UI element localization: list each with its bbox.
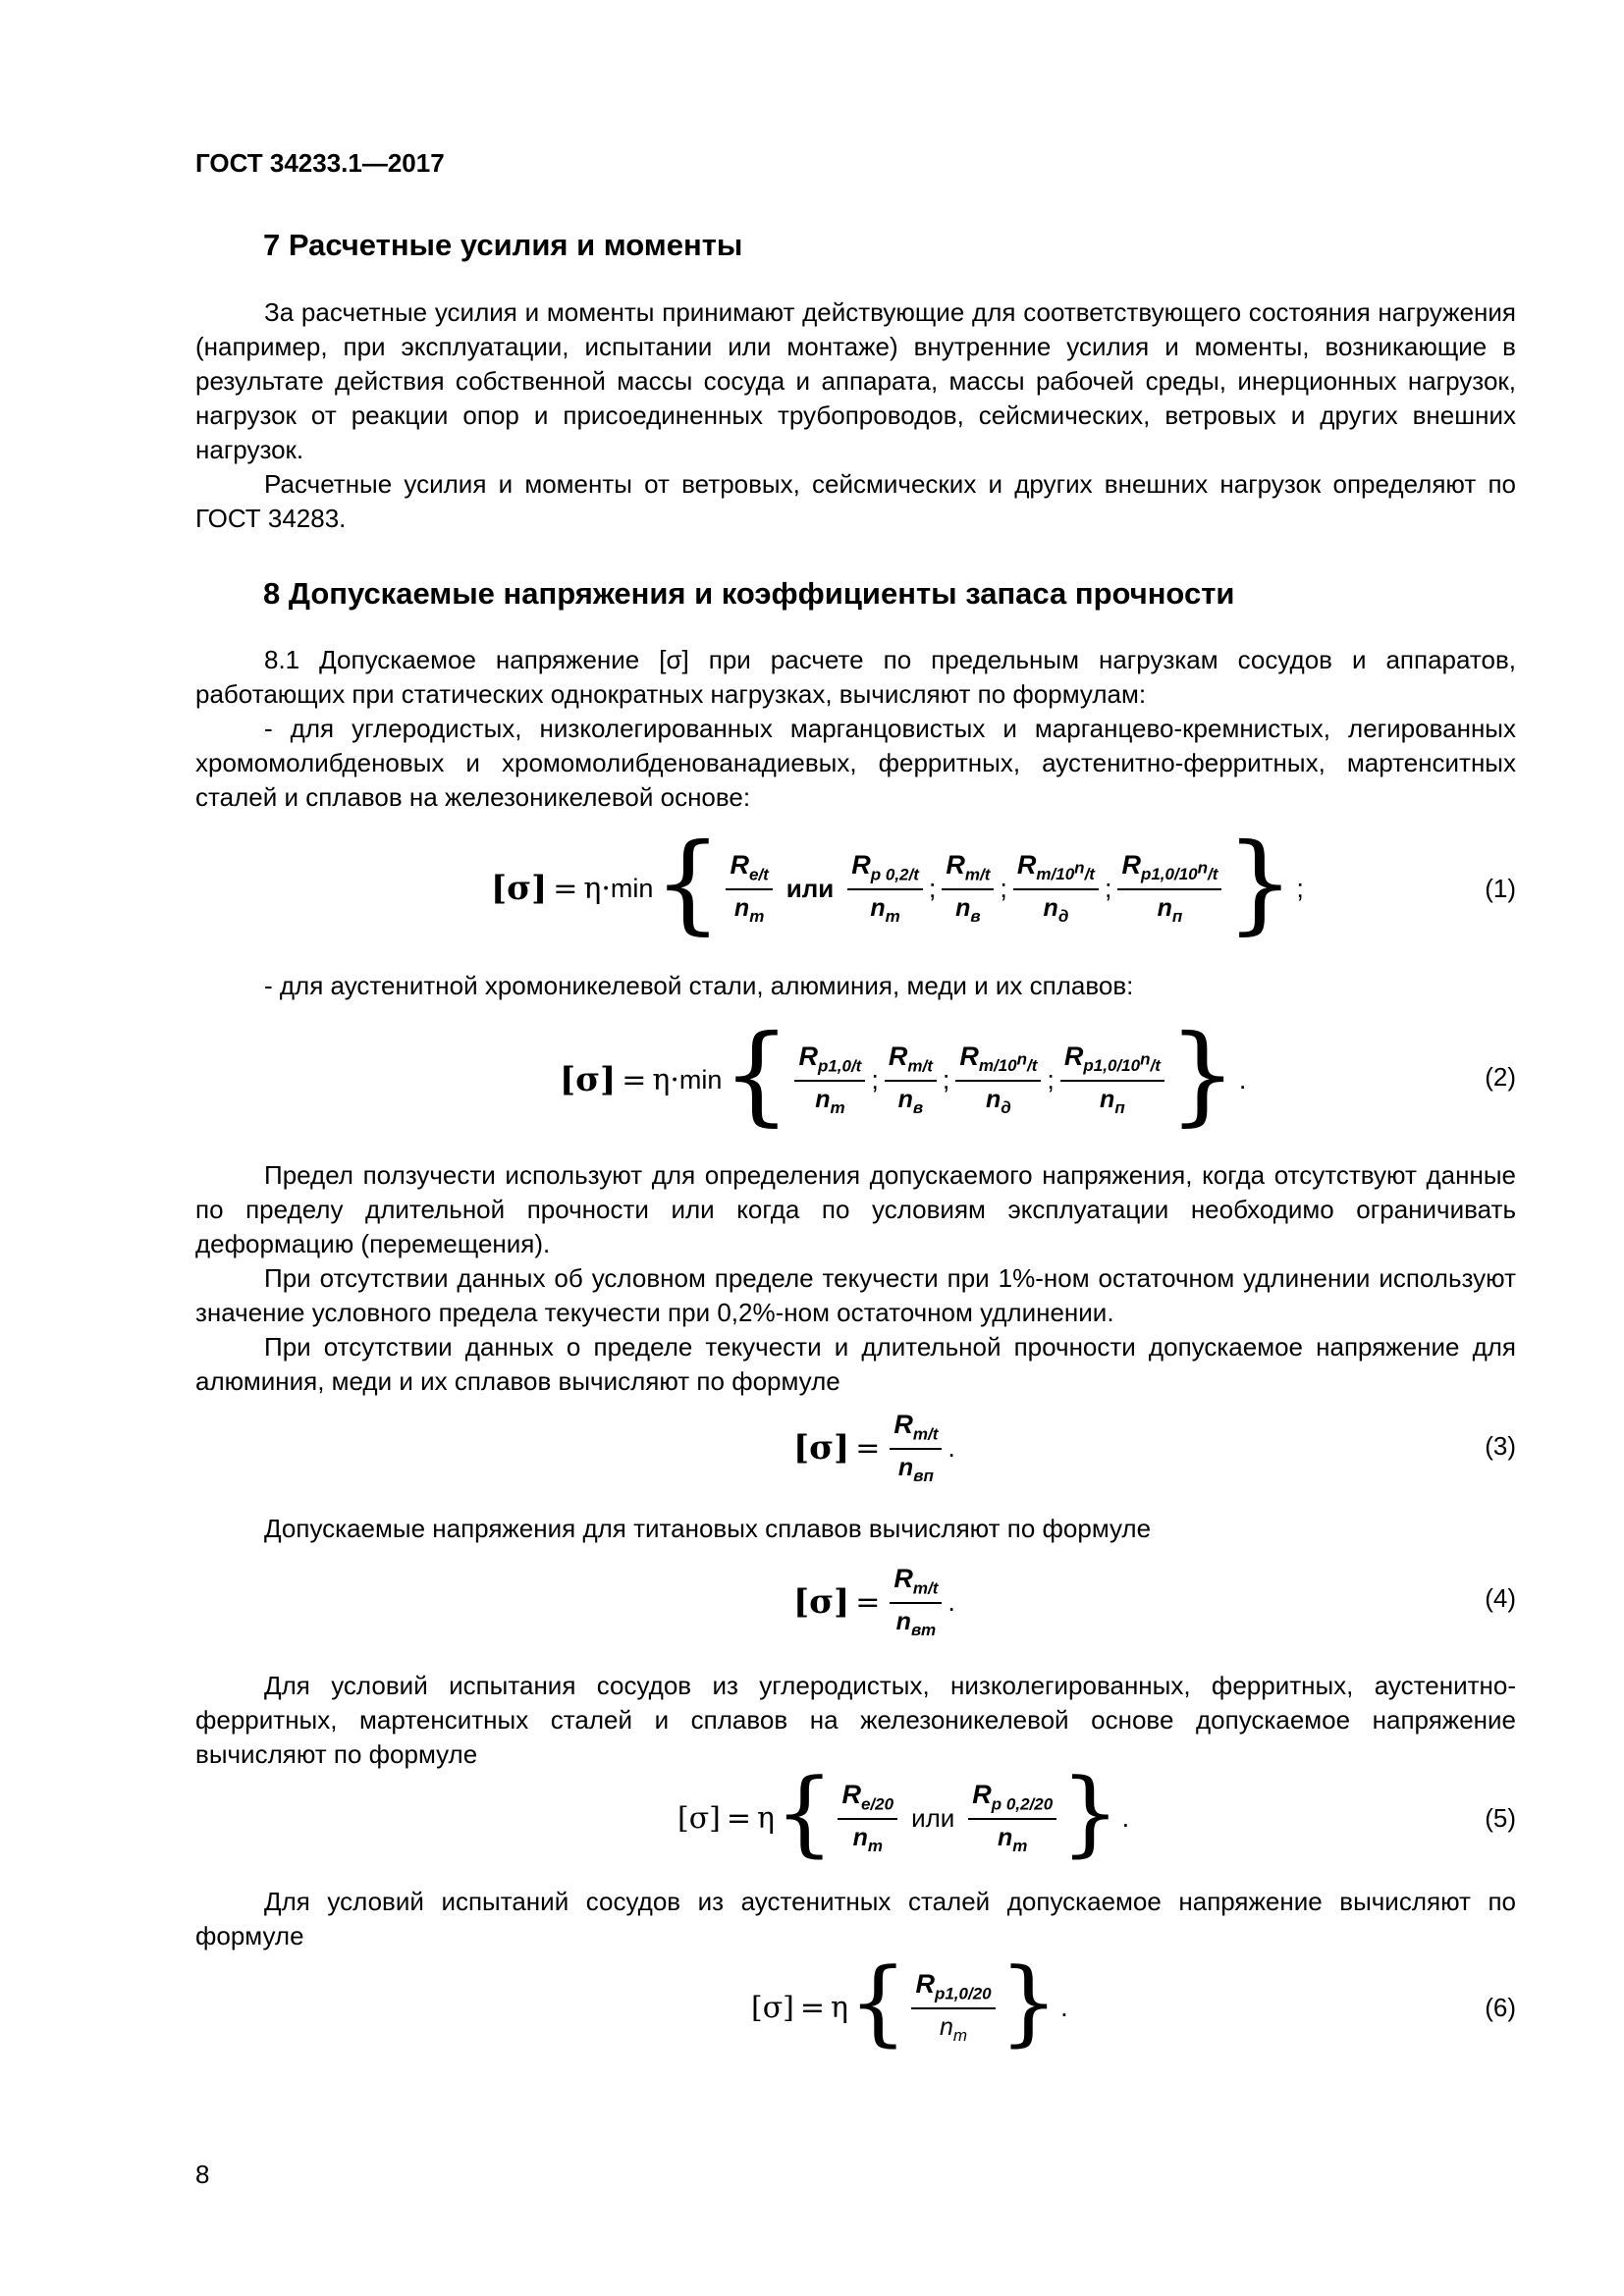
equation-number: (6)	[1485, 1993, 1516, 2022]
dot-operator: ·	[601, 871, 611, 906]
left-brace: {	[653, 820, 723, 945]
fraction: $\frac{R_{m/t}}{n_в}$	[942, 850, 994, 927]
paragraph: При отсутствии данных об условном пределе текучести при 1%-ном остаточном удлинении используют значение условного предела текучести при 0,2%-ном остаточном удлинении.	[195, 1263, 1516, 1327]
equation-number: (2)	[1485, 1062, 1516, 1092]
fraction: $\frac{R_{e/20}}{n_т}$	[838, 1780, 897, 1856]
section-7-title: 7 Расчетные усилия и моменты	[263, 228, 743, 262]
min-operator: min	[610, 873, 654, 903]
fraction: $\frac{R_{e/t}}{n_т}$	[726, 850, 772, 927]
fraction: $\frac{R_{m/10^n/t}}{n_д}$	[1013, 850, 1099, 927]
right-brace: }	[1167, 1011, 1237, 1137]
fraction: $\frac{R_{p1,0/10^n/t}}{n_п}$	[1117, 850, 1221, 927]
formula-2: [σ] = η · min { $\frac{R_{p1,0/t}}{n_т}$ ; $\frac{R_{m/t}}{n_в}$ ; $\frac{R_{m/10^n/t}}{n_д}$ ; $\frac{R_{p1,0/10^n/t}}{n_п}$ } .	[560, 1011, 1247, 1137]
section-8-title: 8 Допускаемые напряжения и коэффициенты запаса прочности	[263, 576, 1235, 611]
right-brace: }	[1225, 820, 1295, 945]
equation-number: (5)	[1485, 1803, 1516, 1833]
formula-3: [σ] = $\frac{R_{m/t}}{n_{вп}}$ .	[793, 1409, 955, 1486]
paragraph: - для углеродистых, низколегированных марганцовистых и марганцево-кремнистых, легированных хромомолибденовых и хромомолибденованадиевых, ферритных, аустенитно-ферритных, мартенситных сталей и сплавов на железоникелевой основе:	[195, 714, 1516, 812]
fraction: $\frac{R_{p1,0/t}}{n_т}$	[794, 1041, 865, 1118]
sigma-symbol: [σ]	[491, 869, 548, 908]
paragraph: За расчетные усилия и моменты принимают действующие для соответствующего состояния нагружения (например, при эксплуатации, испытании или монтаже) внутренние усилия и моменты, возникающие в результате действия собственной массы сосуда и аппарата, массы рабочей среды, инерционных нагрузок, нагрузок от реакции опор и присоединенных трубопроводов, сейсмических, ветровых и других внешних нагрузок.	[195, 297, 1516, 464]
formula-4: [σ] = $\frac{R_{m/t}}{n_{вт}}$ .	[793, 1563, 955, 1640]
page-number: 8	[195, 2160, 210, 2189]
fraction: $\frac{R_{p 0,2/t}}{n_т}$	[847, 850, 923, 927]
equation-number: (4)	[1485, 1583, 1516, 1613]
equation-number: (1)	[1485, 874, 1516, 903]
section-8-austenitic	[195, 969, 1516, 1003]
paragraph: Предел ползучести используют для определения допускаемого напряжения, когда отсутствуют данные по пределу длительной прочности или когда по условиям эксплуатации необходимо ограничивать деформацию (перемещения).	[195, 1160, 1516, 1258]
paragraph: Для условий испытания сосудов из углеродистых, низколегированных, ферритных, аустенитно-ферритных, мартенситных сталей и сплавов на железоникелевой основе допускаемое напряжение вычисляют по формуле	[195, 1671, 1516, 1769]
section-8-test-conditions	[195, 1669, 1516, 1772]
formula-6: [σ] = η { $\frac{R_{p1,0/20}}{n_т}$ } .	[751, 1948, 1068, 2056]
fraction: $\frac{R_{m/t}}{n_{вп}}$	[890, 1410, 942, 1486]
section-8-body	[195, 1158, 1516, 1399]
paragraph: Допускаемые напряжения для титановых сплавов вычисляют по формуле	[264, 1514, 1152, 1543]
paragraph: Для условий испытаний сосудов из аустенитных сталей допускаемое напряжение вычисляют по формуле	[195, 1887, 1516, 1950]
sigma-symbol: [σ]	[560, 1060, 617, 1099]
eta-symbol: η	[583, 871, 602, 906]
fraction: $\frac{R_{p 0,2/20}}{n_т}$	[968, 1780, 1056, 1856]
equals-sign: =	[553, 871, 578, 906]
paragraph: При отсутствии данных о пределе текучести и длительной прочности допускаемое напряжение для алюминия, меди и их сплавов вычисляют по формуле	[195, 1332, 1516, 1396]
formula-1: [σ] = η · min { $\frac{R_{e/t}}{n_т}$ или $\frac{R_{p 0,2/t}}{n_т}$ ; $\frac{R_{m/t}}{n_в}$ ; $\frac{R_{m/10^n/t}}{n_д}$ ; $\frac{R_{p1,0/10^n/t}}{n_п}$ } ;	[491, 820, 1304, 945]
paragraph: Расчетные усилия и моменты от ветровых, сейсмических и других внешних нагрузок определяют по ГОСТ 34283.	[195, 469, 1516, 533]
fraction: $\frac{R_{p1,0/10^n/t}}{n_п}$	[1060, 1041, 1164, 1118]
section-7-body	[195, 295, 1516, 536]
formula-5: [σ] = η { $\frac{R_{e/20}}{n_т}$ или $\frac{R_{p 0,2/20}}{n_т}$ } .	[677, 1758, 1130, 1867]
fraction: $\frac{R_{m/t}}{n_в}$	[885, 1041, 937, 1118]
section-8-austenitic-test	[195, 1885, 1516, 1953]
document-code: ГОСТ 34233.1—2017	[195, 148, 445, 178]
paragraph: - для аустенитной хромоникелевой стали, алюминия, меди и их сплавов:	[264, 971, 1134, 1000]
section-8-titanium	[195, 1512, 1516, 1546]
or-word: или	[785, 873, 835, 903]
equation-number: (3)	[1485, 1431, 1516, 1461]
fraction: $\frac{R_{m/10^n/t}}{n_д}$	[955, 1041, 1041, 1118]
fraction: $\frac{R_{p1,0/20}}{n_т}$	[911, 1969, 995, 2046]
section-8-intro	[195, 643, 1516, 815]
fraction: $\frac{R_{m/t}}{n_{вт}}$	[890, 1564, 942, 1640]
paragraph: 8.1 Допускаемое напряжение [σ] при расчете по предельным нагрузкам сосудов и аппаратов, работающих при статических однократных нагрузках, вычисляют по формулам:	[195, 645, 1516, 709]
left-brace: {	[722, 1011, 791, 1137]
